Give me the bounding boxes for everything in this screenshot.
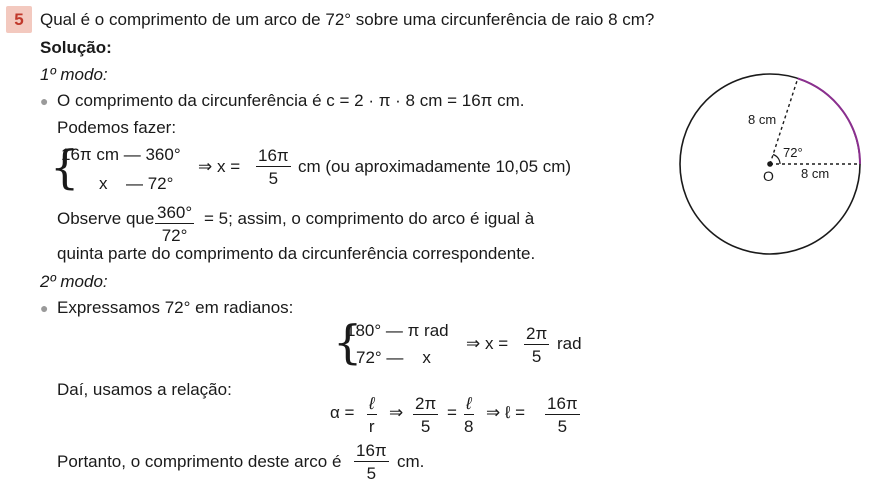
mode2-line1: Expressamos 72° em radianos: <box>57 298 294 317</box>
fraction-denominator: 5 <box>268 169 279 188</box>
problem-number-badge: 5 <box>6 6 32 33</box>
mode1-result-suffix: cm (ou aproximadamente 10,05 cm) <box>298 157 572 176</box>
radius-label-angled: 8 cm <box>748 112 777 127</box>
bullet-icon: ● <box>40 300 49 316</box>
mode1-result-fraction <box>256 147 291 187</box>
system-brace-1: { <box>50 140 80 194</box>
fraction-denominator: 72° <box>161 226 188 245</box>
angle-arc <box>773 155 780 165</box>
eq-fraction-3 <box>464 395 474 435</box>
mode1-observe-fraction <box>155 204 194 244</box>
circle-diagram <box>670 64 870 264</box>
mode1-line2: Podemos fazer: <box>57 118 177 137</box>
fraction-denominator: 8 <box>464 417 474 436</box>
fraction-numerator: 16π <box>356 441 387 460</box>
solution-heading: Solução: <box>40 38 112 57</box>
eq-arrow-1: ⇒ <box>389 403 404 422</box>
fraction-numerator: 2π <box>415 394 437 413</box>
fraction-numerator: 16π <box>258 146 289 165</box>
eq-fraction-4 <box>545 395 580 435</box>
center-point <box>767 161 773 167</box>
fraction-numerator: 360° <box>157 203 193 222</box>
eq-alpha: α = <box>330 403 355 422</box>
mode1-line1: O comprimento da circunferência é c = 2 · π · 8 cm = 16π cm. <box>57 91 525 110</box>
mode2-conclusion-prefix: Portanto, o comprimento deste arco é <box>57 452 342 471</box>
mode1-title: 1º modo: <box>40 65 108 84</box>
arc-72 <box>798 78 860 164</box>
center-label: O <box>763 168 774 184</box>
fraction-denominator: 5 <box>420 417 431 436</box>
fraction-numerator: 16π <box>547 394 578 413</box>
mode2-system-row2: 72° — x <box>356 348 431 367</box>
mode1-observe-suffix: = 5; assim, o comprimento do arco é igual à <box>204 209 535 228</box>
angle-label: 72° <box>783 145 803 160</box>
fraction-denominator: 5 <box>531 347 542 366</box>
fraction-numerator: 2π <box>526 324 548 343</box>
mode1-system-row2-rest: — 72° <box>126 174 174 193</box>
eq-equals: = <box>447 403 457 422</box>
mode1-system-row2-x: x <box>99 174 108 193</box>
eq-fraction-2 <box>413 395 438 435</box>
radius-label-horizontal: 8 cm <box>801 166 830 181</box>
problem-question: Qual é o comprimento de um arco de 72° sobre uma circunferência de raio 8 cm? <box>40 10 655 29</box>
mode1-observe-line2: quinta parte do comprimento da circunferência correspondente. <box>57 244 536 263</box>
system-brace-2: { <box>333 315 363 369</box>
eq-arrow-2: ⇒ ℓ = <box>486 403 526 422</box>
fraction-numerator: ℓ <box>369 394 375 413</box>
mode2-conclusion-suffix: cm. <box>397 452 425 471</box>
fraction-numerator: ℓ <box>466 394 472 413</box>
mode2-result-suffix: rad <box>557 334 582 353</box>
fraction-denominator: r <box>368 417 375 436</box>
eq-fraction-1 <box>367 395 377 435</box>
mode2-system-row1: 180° — π rad <box>346 321 449 340</box>
mode2-result-prefix: ⇒ x = <box>466 334 509 353</box>
mode2-relation-text: Daí, usamos a relação: <box>57 380 232 399</box>
mode2-title: 2º modo: <box>40 272 108 291</box>
mode1-system-row1: 16π cm — 360° <box>61 145 181 164</box>
conclusion-fraction <box>354 442 389 482</box>
mode1-result-prefix: ⇒ x = <box>198 157 241 176</box>
bullet-icon: ● <box>40 93 49 109</box>
mode1-observe-prefix: Observe que <box>57 209 155 228</box>
fraction-denominator: 5 <box>557 417 568 436</box>
mode2-result-fraction <box>524 325 549 365</box>
fraction-denominator: 5 <box>366 464 377 483</box>
